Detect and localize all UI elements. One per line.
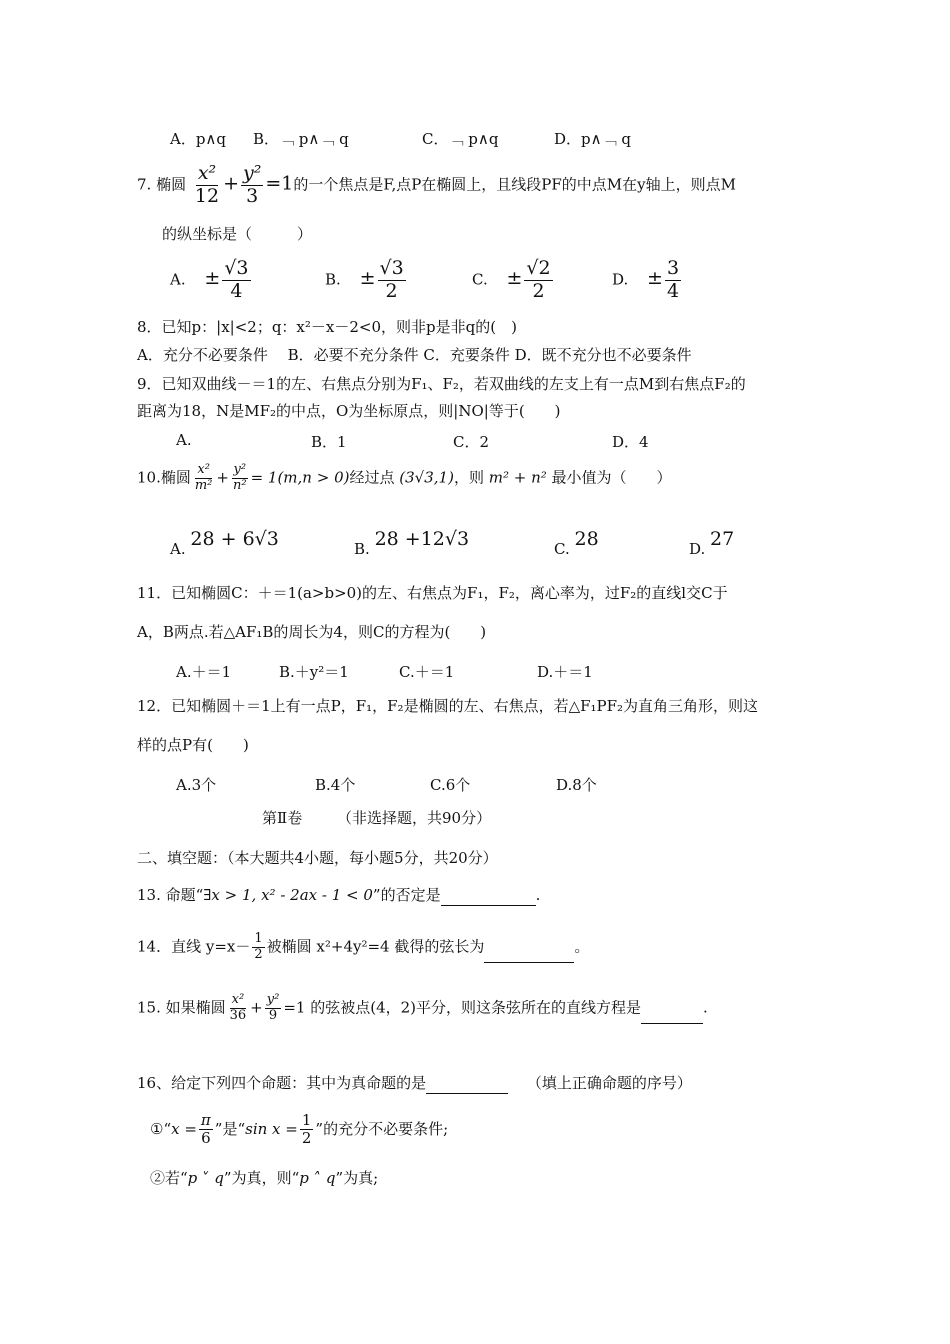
q15-frac-y bbox=[265, 993, 282, 1024]
q7-d-label: D. bbox=[612, 270, 629, 289]
q9-stem: 9．已知双曲线－＝1的左、右焦点分别为F₁、F₂，若双曲线的左支上有一点M到右焦点F₂的 bbox=[137, 375, 746, 393]
q15-d9: 9 bbox=[268, 1007, 278, 1023]
q7-a-den: 4 bbox=[230, 279, 243, 302]
q13-answer-blank[interactable] bbox=[441, 905, 536, 906]
q16-statement-1 bbox=[150, 1112, 448, 1148]
q9-option-d: D．4 bbox=[612, 433, 649, 451]
q15-eq: =1 bbox=[283, 998, 306, 1017]
q10-cond: = 1(m,n > 0) bbox=[250, 468, 350, 487]
q11-option-d: D.＋＝1 bbox=[537, 663, 593, 681]
q15-pre: 15. 如果椭圆 bbox=[137, 998, 226, 1017]
part2-heading bbox=[262, 809, 491, 829]
q12-option-d: D.8个 bbox=[556, 776, 597, 794]
q16-s2-e2: p ˄ q bbox=[299, 1169, 336, 1187]
q8-stem: 8．已知p：|x|<2；q：x²－x－2<0，则非p是非q的( ) bbox=[137, 318, 517, 336]
q16-stem bbox=[137, 1074, 692, 1094]
q7-a-label: A. bbox=[170, 270, 186, 289]
q7-stem-cont: 的纵坐标是（ ） bbox=[162, 225, 313, 243]
q14-pre: 14．直线 y=x－ bbox=[137, 937, 251, 956]
q16-note: （填上正确命题的序号） bbox=[526, 1074, 692, 1092]
q10-option-a bbox=[170, 528, 279, 558]
q15-answer-blank[interactable] bbox=[641, 1023, 703, 1024]
q16-text: 16、给定下列四个命题：其中为真命题的是 bbox=[137, 1074, 427, 1092]
q16-s1-x: x = bbox=[171, 1119, 197, 1138]
q15-y2: y² bbox=[266, 992, 280, 1007]
q7-b-frac bbox=[378, 258, 406, 303]
q15-frac-x bbox=[228, 993, 249, 1024]
q15-d36: 36 bbox=[229, 1007, 247, 1023]
q14-end: 。 bbox=[574, 937, 590, 956]
q10-frac-y bbox=[231, 463, 249, 494]
q7-d-pm: ± bbox=[647, 267, 663, 290]
q7-d-den: 4 bbox=[666, 279, 680, 302]
q10-frac-x bbox=[193, 463, 215, 494]
q7-a-frac bbox=[222, 258, 250, 303]
part2-title: 第Ⅱ卷 bbox=[262, 809, 303, 827]
q10-d-label: D. bbox=[689, 540, 706, 558]
q10-option-c bbox=[554, 528, 599, 558]
q12-stem: 12．已知椭圆＋＝1上有一点P，F₁，F₂是椭圆的左、右焦点，若△F₁PF₂为直角三角形，则这 bbox=[137, 697, 759, 715]
q11-stem: 11．已知椭圆C：＋＝1(a>b>0)的左、右焦点为F₁，F₂，离心率为，过F₂的直线l交C于 bbox=[137, 584, 728, 602]
q16-s1-mid: ”是“ bbox=[214, 1119, 246, 1138]
q10-tail: 最小值为（ ） bbox=[551, 468, 672, 487]
q12-option-a: A.3个 bbox=[176, 776, 217, 794]
q7-option-c bbox=[472, 258, 555, 303]
q9-option-c: C．2 bbox=[453, 433, 490, 451]
q7-b-den: 2 bbox=[385, 279, 398, 302]
q7-d-num: 3 bbox=[666, 257, 680, 279]
q8-options: A．充分不必要条件 B．必要不充分条件 C．充要条件 D．既不充分也不必要条件 bbox=[137, 346, 692, 364]
q7-frac-x bbox=[193, 163, 221, 208]
q10-lead: 10.椭圆 bbox=[137, 468, 191, 487]
q12-option-c: C.6个 bbox=[430, 776, 471, 794]
q7-c-num: √2 bbox=[526, 257, 551, 279]
q14-answer-blank[interactable] bbox=[484, 962, 574, 963]
q10-option-b bbox=[354, 528, 470, 558]
q13-post: ”的否定是 bbox=[372, 886, 441, 904]
q10-b-value: 28 +12√3 bbox=[374, 528, 470, 550]
q7-b-num: √3 bbox=[379, 257, 404, 279]
q16-s1-frac-pi bbox=[199, 1112, 213, 1148]
q11-option-a: A.＋＝1 bbox=[176, 663, 232, 681]
q7-frac-y bbox=[241, 163, 263, 208]
q7-d12: 12 bbox=[194, 184, 220, 207]
q16-statement-2 bbox=[150, 1169, 378, 1189]
q7-c-frac bbox=[524, 258, 552, 303]
q16-s2-e1: p ˅ q bbox=[187, 1169, 224, 1187]
q7-text1: 的一个焦点是F,点P在椭圆上，且线段PF的中点M在y轴上，则点M bbox=[293, 175, 737, 194]
q10-b-label: B. bbox=[354, 540, 370, 558]
q9-option-b: B．1 bbox=[311, 433, 347, 451]
q16-s1-sin: sin x = bbox=[245, 1119, 298, 1138]
q10-point: (3√3,1) bbox=[399, 468, 454, 487]
q9-stem-cont: 距离为18，N是MF₂的中点，O为坐标原点，则|NO|等于( ) bbox=[137, 402, 561, 420]
q6-option-b: B．﹁ p∧﹁ q bbox=[253, 130, 349, 148]
q16-s2-pre: ②若“ bbox=[150, 1169, 188, 1187]
q11-option-c: C.＋＝1 bbox=[399, 663, 455, 681]
q14-frac bbox=[252, 932, 264, 963]
q7-a-pm: ± bbox=[204, 267, 221, 290]
q12-option-b: B.4个 bbox=[315, 776, 356, 794]
q10-c-value: 28 bbox=[574, 528, 599, 550]
q7-stem: 7. 椭圆 $\frac{\text{x²}}{12}$ + $\frac{\text{y²}}{3}$ =1的一个焦点是F,点P在椭圆上，且线段PF的中点M在y轴上，则点M bbox=[137, 162, 737, 207]
part2-note: （非选择题，共90分） bbox=[336, 809, 492, 827]
q10-option-d bbox=[689, 528, 735, 558]
q6-option-c: C．﹁ p∧q bbox=[422, 130, 499, 148]
q7-b-pm: ± bbox=[359, 267, 376, 290]
q14-post: 被椭圆 x²+4y²=4 截得的弦长为 bbox=[266, 937, 485, 956]
q16-s2-mid: ”为真，则“ bbox=[223, 1169, 300, 1187]
q6-option-d: D．p∧﹁ q bbox=[554, 130, 631, 148]
q10-d-value: 27 bbox=[710, 528, 735, 550]
q10-then: ，则 bbox=[453, 468, 484, 487]
q13-expr: ∃x > 1, x² - 2ax - 1 < 0 bbox=[203, 886, 373, 904]
q7-d3: 3 bbox=[246, 184, 259, 207]
q7-d-frac bbox=[665, 258, 681, 303]
q10-y2: y² bbox=[233, 462, 247, 477]
q15-post: 的弦被点(4，2)平分，则这条弦所在的直线方程是 bbox=[310, 998, 642, 1017]
q15-stem: 15. 如果椭圆 $\frac{\text{x²}}{36}$ + $\frac{\text{y²}}{9}$ =1 的弦被点(4，2)平分，则这条弦所在的直线方程是 . bbox=[137, 992, 708, 1023]
q7-eq1: =1 bbox=[265, 172, 294, 195]
q7-option-b bbox=[325, 258, 408, 303]
q10-a-label: A. bbox=[170, 540, 186, 558]
q10-expr: m² + n² bbox=[488, 468, 547, 487]
q7-number: 7. bbox=[137, 175, 152, 194]
q10-x2: x² bbox=[197, 462, 210, 477]
q10-m2: m² bbox=[194, 477, 213, 493]
q10-n2: n² bbox=[232, 477, 247, 493]
q7-x2: x² bbox=[197, 162, 217, 184]
q15-end: . bbox=[703, 998, 708, 1017]
q14-num: 1 bbox=[254, 931, 263, 946]
q7-a-num: √3 bbox=[224, 257, 249, 279]
section2-heading: 二、填空题：（本大题共4小题，每小题5分，共20分） bbox=[137, 849, 498, 867]
q16-s1-2: 2 bbox=[301, 1129, 312, 1148]
q7-c-label: C. bbox=[472, 270, 488, 289]
q16-answer-blank[interactable] bbox=[426, 1093, 508, 1094]
q11-stem-cont: A，B两点.若△AF₁B的周长为4，则C的方程为( ) bbox=[137, 623, 487, 641]
q13-pre: 13. 命题“ bbox=[137, 886, 204, 904]
q7-c-den: 2 bbox=[532, 279, 545, 302]
q7-b-label: B. bbox=[325, 270, 341, 289]
q10-mid: 经过点 bbox=[349, 468, 395, 487]
q14-den: 2 bbox=[254, 946, 263, 962]
q16-s1-6: 6 bbox=[201, 1129, 211, 1148]
q13-stem bbox=[137, 886, 540, 906]
q16-s1-post: ”的充分不必要条件; bbox=[315, 1119, 449, 1138]
q6-option-a: A．p∧q bbox=[170, 130, 227, 148]
q14-stem bbox=[137, 932, 589, 963]
q16-s1-pi: π bbox=[200, 1111, 211, 1129]
q10-c-label: C. bbox=[554, 540, 570, 558]
q7-y2: y² bbox=[243, 162, 262, 184]
q11-option-b: B.＋y²＝1 bbox=[279, 663, 349, 681]
q7-option-a bbox=[170, 258, 253, 303]
q10-stem: 10.椭圆 $\frac{\text{x²}}{\text{m²}}$ + $\frac{\text{y²}}{\text{n²}}$ = 1(m,n > 0)经过点 (3√3,1)，则 m² + n² 最小值为（ ） bbox=[137, 462, 672, 493]
q15-x2: x² bbox=[231, 992, 245, 1007]
q12-stem-cont: 样的点P有( ) bbox=[137, 736, 249, 754]
q16-s1-pre: ①“ bbox=[150, 1119, 172, 1138]
q7-c-pm: ± bbox=[506, 267, 523, 290]
q16-s1-1: 1 bbox=[301, 1111, 312, 1129]
q13-end: . bbox=[535, 886, 541, 904]
q16-s1-frac-half bbox=[300, 1112, 314, 1148]
q10-a-value: 28 + 6√3 bbox=[190, 528, 279, 550]
q7-lead: 椭圆 bbox=[156, 175, 187, 194]
q9-option-a: A. bbox=[176, 431, 192, 449]
q7-option-d bbox=[612, 258, 683, 303]
q16-s2-post: ”为真; bbox=[335, 1169, 379, 1187]
